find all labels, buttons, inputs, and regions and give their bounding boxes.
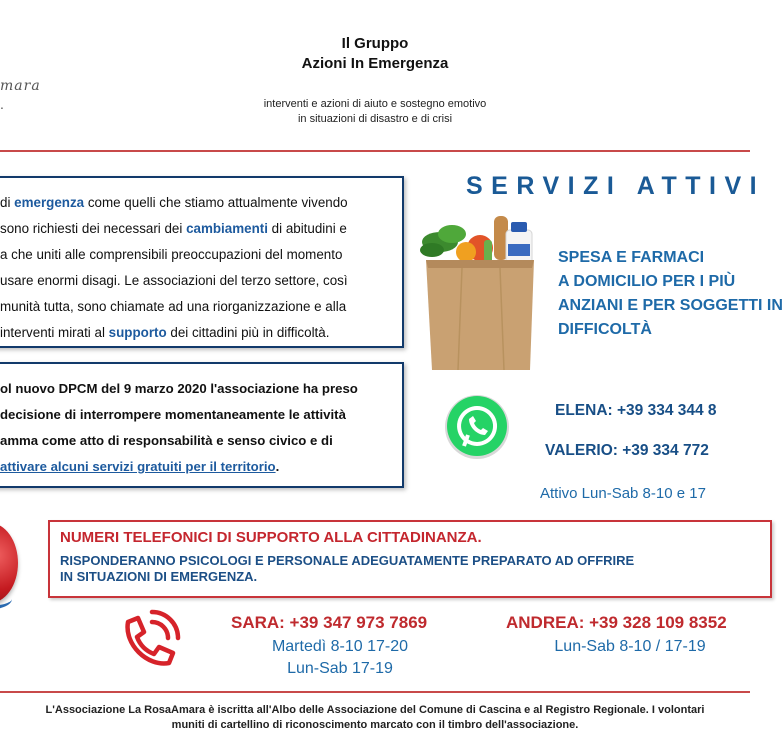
intro-text: come quelli che stiamo attualmente vivendo — [84, 195, 348, 210]
sara-hours-2: Lun-Sab 17-19 — [287, 660, 393, 677]
intro-text: interventi mirati al — [0, 325, 109, 340]
footer-line-1: L'Associazione La RosaAmara è iscritta all'Albo delle Associazione del Comune di Cascina e al Registro Regionale. I volontari — [45, 704, 705, 716]
decision-paragraph — [0, 376, 394, 480]
intro-highlight-cambiamenti: cambiamenti — [186, 221, 268, 236]
subtitle-line-1: interventi e azioni di aiuto e sostegno emotivo — [263, 98, 487, 110]
grocery-service-text — [558, 246, 783, 342]
footer-divider — [0, 691, 750, 693]
subtitle-line-2: in situazioni di disastro e di crisi — [297, 113, 453, 125]
grocery-line-2: A DOMICILIO PER I PIÙ — [558, 273, 736, 290]
andrea-phone[interactable]: ANDREA: +39 328 109 8352 — [506, 613, 727, 632]
logo-text-fragment: mara — [0, 78, 41, 94]
grocery-line-3: ANZIANI E PER SOGGETTI IN — [558, 297, 783, 314]
support-line-2: IN SITUAZIONI DI EMERGENZA. — [60, 569, 258, 584]
sara-hours-1: Martedì 8-10 17-20 — [271, 638, 409, 655]
decision-text: amma come atto di responsabilità e senso civico e di — [0, 433, 333, 448]
support-title: NUMERI TELEFONICI DI SUPPORTO ALLA CITTADINANZA. — [60, 529, 482, 546]
sara-phone[interactable]: SARA: +39 347 973 7869 — [231, 613, 428, 632]
support-description — [60, 553, 634, 585]
andrea-hours: Lun-Sab 8-10 / 17-19 — [554, 638, 706, 655]
elena-phone[interactable]: ELENA: +39 334 344 8 — [555, 402, 717, 419]
decision-text: . — [275, 459, 280, 474]
intro-text: di — [0, 195, 15, 210]
intro-paragraph — [0, 190, 394, 346]
page-subtitle — [220, 97, 530, 127]
services-link[interactable]: attivare alcuni servizi gratuiti per il territorio — [0, 459, 276, 474]
logo-dot: . — [0, 96, 4, 112]
intro-highlight-emergenza: emergenza — [14, 195, 85, 210]
decision-text: decisione di interrompere momentaneamente le attività — [0, 407, 346, 422]
services-heading: SERVIZI ATTIVI — [466, 172, 766, 200]
footer-notice — [0, 703, 750, 733]
grocery-bag-icon — [412, 212, 542, 372]
page-title — [230, 34, 520, 74]
decorative-arc — [0, 588, 12, 610]
phone-icon — [110, 608, 182, 678]
intro-highlight-supporto: supporto — [108, 325, 167, 340]
decision-text: ol nuovo DPCM del 9 marzo 2020 l'associazione ha preso — [0, 381, 358, 396]
title-line-2: Azioni In Emergenza — [301, 55, 449, 72]
grocery-line-4: DIFFICOLTÀ — [558, 321, 652, 338]
service-hours: Attivo Lun-Sab 8-10 e 17 — [540, 485, 706, 502]
intro-text: munità tutta, sono chiamate ad una riorganizzazione e alla — [0, 299, 347, 314]
support-line-1: RISPONDERANNO PSICOLOGI E PERSONALE ADEGUATAMENTE PREPARATO AD OFFRIRE — [60, 553, 635, 568]
valerio-phone[interactable]: VALERIO: +39 334 772 — [545, 442, 709, 459]
footer-line-2: muniti di cartellino di riconoscimento marcato con il timbro dell'associazione. — [171, 719, 579, 731]
whatsapp-icon — [442, 392, 512, 462]
top-divider — [0, 150, 750, 152]
grocery-line-1: SPESA E FARMACI — [558, 249, 705, 266]
intro-text: di abitudini e — [267, 221, 347, 236]
intro-text: dei cittadini più in difficoltà. — [166, 325, 330, 340]
intro-text: a che uniti alle comprensibili preoccupazioni del momento — [0, 247, 343, 262]
intro-text: sono richiesti dei necessari dei — [0, 221, 187, 236]
title-line-1: Il Gruppo — [341, 35, 409, 52]
intro-text: usare enormi disagi. Le associazioni del terzo settore, così — [0, 273, 348, 288]
